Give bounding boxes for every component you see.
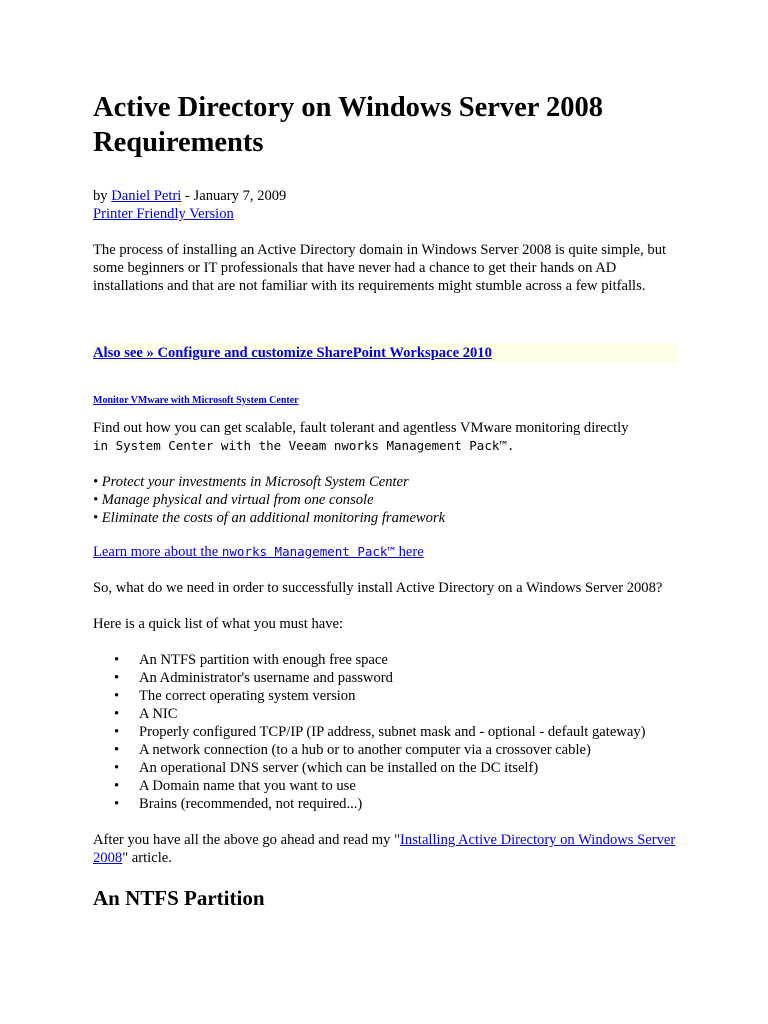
intro-paragraph: The process of installing an Active Directory domain in Windows Server 2008 is quite simple, but some beginners or IT professionals that have never had a chance to get their hands on AD installations and that are not familiar with its requirements might stumble across a few pitfalls. (93, 242, 667, 294)
list-item: • A NIC (139, 705, 678, 723)
learn-more-text-b: nworks Management Pack™ (221, 544, 395, 559)
promo-body-line-1: Find out how you can get scalable, fault tolerant and agentless VMware monitoring directly (93, 420, 629, 436)
list-intro: Here is a quick list of what you must have: (93, 616, 344, 632)
requirements-list (93, 651, 678, 813)
printer-friendly-link[interactable]: Printer Friendly Version (93, 206, 234, 222)
byline-prefix: by (93, 188, 112, 204)
author-link[interactable]: Daniel Petri (111, 188, 182, 204)
learn-more-link[interactable] (93, 544, 424, 560)
promo-title-link[interactable]: Monitor VMware with Microsoft System Center (93, 395, 299, 406)
list-item: • An NTFS partition with enough free space (139, 651, 678, 669)
section-heading: An NTFS Partition (93, 886, 265, 910)
list-item: • An operational DNS server (which can be installed on the DC itself) (139, 759, 678, 777)
promo-body-line-2: in System Center with the Veeam nworks Management Pack™. (93, 438, 515, 453)
list-item: • Brains (recommended, not required...) (139, 795, 678, 813)
learn-more (93, 543, 678, 561)
page-title: Active Directory on Windows Server 2008 Requirements (93, 92, 604, 158)
promo-bullet: • Protect your investments in Microsoft System Center (93, 474, 409, 490)
promo-bullets (93, 473, 678, 527)
also-see-link[interactable]: Also see » Configure and customize SharePoint Workspace 2010 (93, 345, 492, 361)
list-item: • The correct operating system version (139, 687, 678, 705)
promo-heading (93, 395, 678, 407)
after-paragraph (93, 831, 678, 867)
list-item: • A network connection (to a hub or to another computer via a crossover cable) (139, 741, 678, 759)
list-item: • An Administrator's username and password (139, 669, 678, 687)
article (93, 90, 678, 911)
list-item: • Properly configured TCP/IP (IP address, subnet mask and - optional - default gateway) (139, 723, 678, 741)
learn-more-text-a: Learn more about the (93, 544, 222, 560)
installing-ad-link[interactable]: Installing Active Directory on Windows Server 2008 (93, 832, 676, 866)
also-see-banner (93, 343, 678, 363)
question-paragraph: So, what do we need in order to successfully install Active Directory on a Windows Server 2008? (93, 580, 663, 596)
after-suffix: " article. (122, 850, 172, 866)
promo-body (93, 419, 678, 455)
byline (93, 187, 678, 223)
learn-more-text-c: here (394, 544, 424, 560)
promo-bullet: • Eliminate the costs of an additional monitoring framework (93, 510, 446, 526)
after-prefix: After you have all the above go ahead and read my " (93, 832, 401, 848)
promo-bullet: • Manage physical and virtual from one console (93, 492, 374, 508)
list-item: • A Domain name that you want to use (139, 777, 678, 795)
publish-date: - January 7, 2009 (181, 188, 287, 204)
